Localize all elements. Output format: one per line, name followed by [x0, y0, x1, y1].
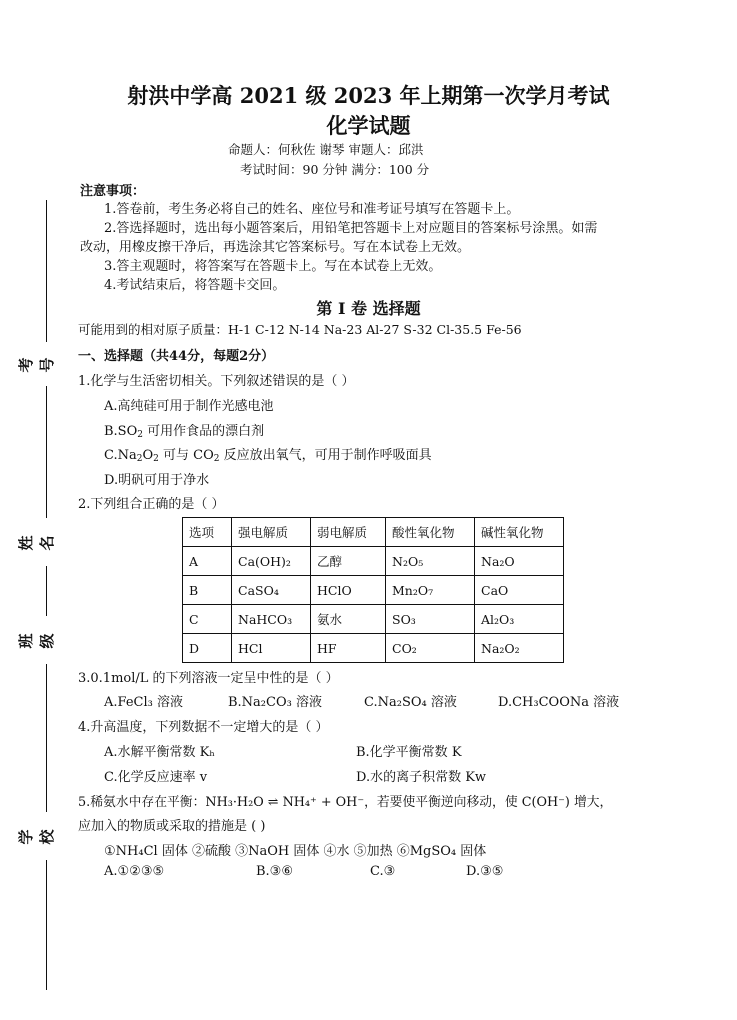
q4-stem: 4.升高温度，下列数据不一定增大的是（ ）: [78, 720, 329, 735]
table-cell: HClO: [311, 576, 386, 605]
table-cell: 乙醇: [311, 547, 386, 576]
table-cell: NaHCO₃: [232, 605, 311, 634]
q1-option-c: $C.Na_2O_2$ 可与 $CO_2$ 反应放出氧气，可用于制作呼吸面具: [104, 448, 432, 464]
q4-option-a: A.水解平衡常数 Kₕ: [104, 745, 215, 760]
q4-option-b: B.化学平衡常数 K: [356, 745, 462, 760]
sidebar-name: 姓名: [17, 535, 56, 551]
time-score-line: 考试时间：90 分钟 满分：100 分: [240, 162, 430, 177]
q3-option-d: D.CH₃COONa 溶液: [498, 695, 620, 710]
table-cell: Na₂O₂: [475, 634, 564, 663]
table-row: [183, 576, 564, 605]
table-cell: SO₃: [386, 605, 475, 634]
note-1: 1.答卷前，考生务必将自己的姓名、座位号和准考证号填写在答题卡上。: [104, 202, 520, 217]
q1-stem: 1.化学与生活密切相关。下列叙述错误的是（ ）: [78, 374, 355, 389]
q4-option-d: D.水的离子积常数 Kw: [356, 770, 487, 785]
table-cell: CaSO₄: [232, 576, 311, 605]
q5-stem: 5.稀氨水中存在平衡：NH₃·H₂O ⇌ NH₄⁺ + OH⁻，若要使平衡逆向移动，使 C(OH⁻) 增大，: [78, 795, 613, 810]
table-cell: B: [183, 576, 232, 605]
table-cell: CO₂: [386, 634, 475, 663]
q2-table: [182, 517, 564, 663]
table-cell: 氨水: [311, 605, 386, 634]
authors-line: 命题人：何秋佐 谢琴 审题人：邱洪: [228, 142, 424, 157]
q3-stem: 3.0.1mol/L 的下列溶液一定呈中性的是（ ）: [78, 671, 339, 686]
sidebar-line: [46, 386, 47, 518]
sidebar-exam-no: 考号: [17, 357, 56, 373]
sidebar-line: [46, 566, 47, 616]
sidebar-line: [46, 664, 47, 812]
q1-option-a: A.高纯硅可用于制作光感电池: [104, 399, 274, 414]
part-heading: 一、选择题（共44分，每题2分）: [78, 349, 275, 364]
exam-subtitle: 化学试题: [326, 113, 411, 138]
table-row: [183, 605, 564, 634]
table-header-cell: 酸性氧化物: [386, 518, 475, 547]
section-title: 第 I 卷 选择题: [316, 299, 421, 318]
table-cell: A: [183, 547, 232, 576]
q5-option-a: A.①②③⑤: [104, 864, 165, 879]
sidebar-school: 学校: [17, 829, 56, 845]
q5-items: ①NH₄Cl 固体 ②硫酸 ③NaOH 固体 ④水 ⑤加热 ⑥MgSO₄ 固体: [104, 844, 487, 859]
table-cell: C: [183, 605, 232, 634]
q1-option-b: $B.SO_2$ 可用作食品的漂白剂: [104, 424, 265, 440]
table-cell: N₂O₅: [386, 547, 475, 576]
table-cell: Na₂O: [475, 547, 564, 576]
exam-title: 射洪中学高 2021 级 2023 年上期第一次学月考试: [127, 83, 610, 108]
q1-option-d: D.明矾可用于净水: [104, 473, 210, 488]
table-cell: Ca(OH)₂: [232, 547, 311, 576]
q2-stem: 2.下列组合正确的是（ ）: [78, 497, 225, 512]
q3-option-b: B.Na₂CO₃ 溶液: [228, 695, 322, 710]
q5-option-c: C.③: [370, 864, 396, 879]
table-header-cell: 选项: [183, 518, 232, 547]
q3-option-c: C.Na₂SO₄ 溶液: [364, 695, 457, 710]
table-row: [183, 547, 564, 576]
sidebar-class: 班级: [17, 633, 56, 649]
q5-option-d: D.③⑤: [466, 864, 504, 879]
table-cell: Al₂O₃: [475, 605, 564, 634]
table-cell: Mn₂O₇: [386, 576, 475, 605]
note-2a: 2.答选择题时，选出每小题答案后，用铅笔把答题卡上对应题目的答案标号涂黑。如需: [104, 221, 598, 236]
q5-stem-continued: 应加入的物质或采取的措施是 ( ): [78, 819, 266, 834]
atomic-masses: 可能用到的相对原子质量：H-1 C-12 N-14 Na-23 Al-27 S-32 Cl-35.5 Fe-56: [78, 322, 522, 337]
table-cell: HF: [311, 634, 386, 663]
notes-heading: 注意事项：: [80, 184, 146, 199]
table-header-cell: 碱性氧化物: [475, 518, 564, 547]
note-3: 3.答主观题时，将答案写在答题卡上。写在本试卷上无效。: [104, 259, 442, 274]
table-cell: D: [183, 634, 232, 663]
note-4: 4.考试结束后，将答题卡交回。: [104, 278, 286, 293]
q3-option-a: A.FeCl₃ 溶液: [104, 695, 183, 710]
note-2b: 改动，用橡皮擦干净后，再选涂其它答案标号。写在本试卷上无效。: [80, 240, 471, 255]
table-header-cell: 强电解质: [232, 518, 311, 547]
table-header-row: [183, 518, 564, 547]
table-cell: CaO: [475, 576, 564, 605]
sidebar-line: [46, 200, 47, 342]
sidebar-line: [46, 860, 47, 990]
table-row: [183, 634, 564, 663]
table-header-cell: 弱电解质: [311, 518, 386, 547]
table-cell: HCl: [232, 634, 311, 663]
q5-option-b: B.③⑥: [256, 864, 293, 879]
q4-option-c: C.化学反应速率 v: [104, 770, 208, 785]
